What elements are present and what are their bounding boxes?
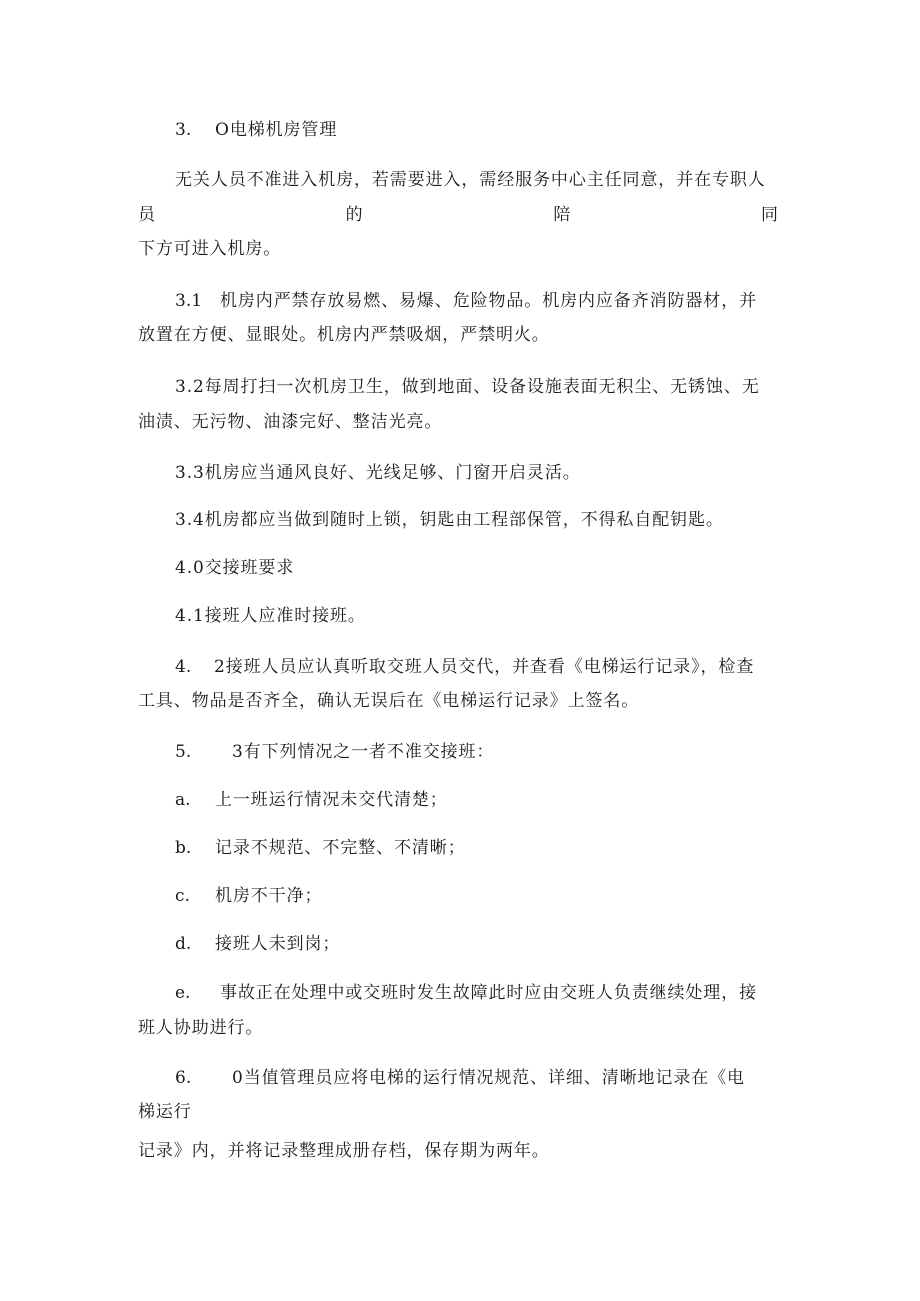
section-3-1-number: 3.1 bbox=[175, 291, 203, 311]
paragraph-1-line-2 bbox=[138, 204, 778, 226]
list-item-text: 上一班运行情况未交代清楚； bbox=[215, 790, 448, 810]
list-item-text: 接班人未到岗； bbox=[215, 934, 341, 954]
spread-char: 的 bbox=[345, 205, 363, 225]
list-item-e-line-2: 班人协助进行。 bbox=[138, 1018, 264, 1038]
section-4-2-number: 4. bbox=[175, 657, 192, 677]
section-3-title: O电梯机房管理 bbox=[215, 120, 338, 140]
section-6-0-line-1: 0当值管理员应将电梯的运行情况规范、详细、清晰地记录在《电 bbox=[232, 1068, 745, 1088]
section-3-2-line-2: 油渍、无污物、油漆完好、整洁光亮。 bbox=[138, 412, 443, 432]
section-6-0-line-3: 记录》内，并将记录整理成册存档，保存期为两年。 bbox=[138, 1141, 550, 1161]
section-4-2-line-2: 工具、物品是否齐全，确认无误后在《电梯运行记录》上签名。 bbox=[138, 691, 640, 711]
section-3-2-line-1: 3.2每周打扫一次机房卫生，做到地面、设备设施表面无积尘、无锈蚀、无 bbox=[175, 377, 760, 397]
spread-char: 陪 bbox=[553, 205, 571, 225]
section-5-3-text: 3有下列情况之一者不准交接班： bbox=[232, 742, 495, 762]
section-3-4: 3.4机房都应当做到随时上锁，钥匙由工程部保管，不得私自配钥匙。 bbox=[175, 510, 724, 530]
section-3-3: 3.3机房应当通风良好、光线足够、门窗开启灵活。 bbox=[175, 463, 581, 483]
list-item-marker: a. bbox=[175, 790, 191, 810]
list-item-marker: b. bbox=[175, 838, 192, 858]
list-item-marker: e. bbox=[175, 983, 191, 1003]
list-item-text: 事故正在处理中或交班时发生故障此时应由交班人负责继续处理，接 bbox=[220, 983, 757, 1003]
section-3-number: 3. bbox=[175, 120, 192, 140]
list-item-marker: d. bbox=[175, 934, 192, 954]
paragraph-1-line-1: 无关人员不准进入机房，若需要进入，需经服务中心主任同意，并在专职人 bbox=[175, 170, 766, 190]
spread-char: 员 bbox=[138, 205, 155, 225]
section-6-0-number: 6. bbox=[175, 1068, 192, 1088]
section-3-1-line-2: 放置在方便、显眼处。机房内严禁吸烟，严禁明火。 bbox=[138, 325, 550, 345]
list-item-text: 记录不规范、不完整、不清晰； bbox=[215, 838, 466, 858]
section-5-3-number: 5. bbox=[175, 742, 192, 762]
paragraph-1-line-3: 下方可进入机房。 bbox=[138, 239, 282, 259]
spread-char: 同 bbox=[760, 205, 778, 225]
section-4-1: 4.1接班人应准时接班。 bbox=[175, 606, 366, 626]
section-6-0-line-2: 梯运行 bbox=[138, 1102, 192, 1122]
list-item-text: 机房不干净； bbox=[215, 886, 323, 906]
list-item-marker: c. bbox=[175, 886, 190, 906]
section-3-1-line-1: 机房内严禁存放易燃、易爆、危险物品。机房内应备齐消防器材，并 bbox=[220, 291, 757, 311]
section-4-2-line-1: 2接班人员应认真听取交班人员交代，并查看《电梯运行记录》，检查 bbox=[214, 657, 755, 677]
section-4-0: 4.0交接班要求 bbox=[175, 558, 295, 578]
